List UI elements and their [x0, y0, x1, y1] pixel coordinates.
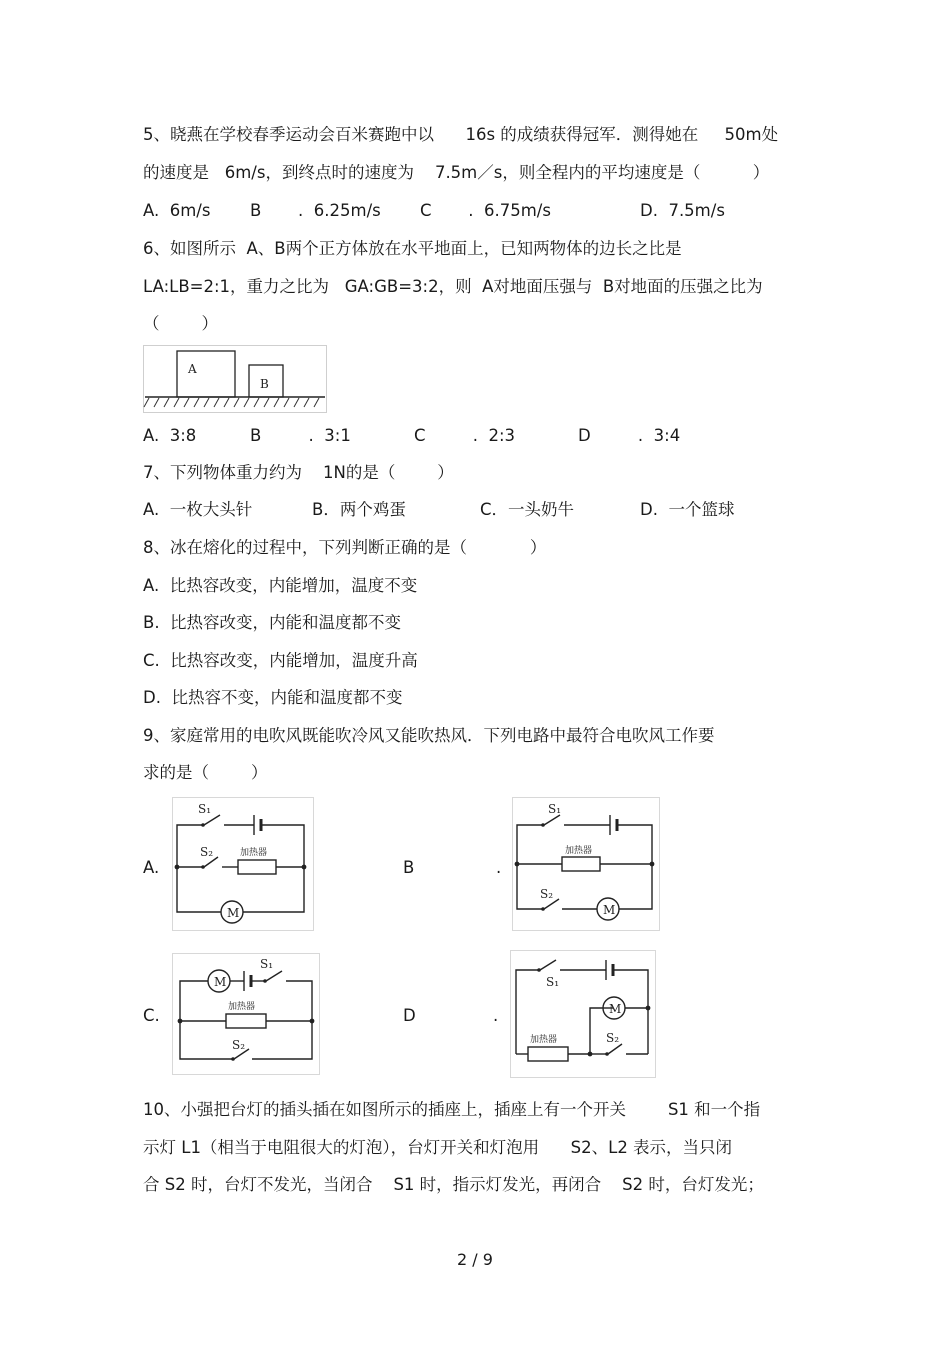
- q9-option-b-dot: .: [496, 858, 502, 877]
- circuit-a-heater-label: 加热器: [240, 848, 268, 858]
- q7-option-b: B．两个鸡蛋: [312, 500, 406, 519]
- circuit-d-s2-label: S₂: [606, 1031, 620, 1045]
- q6-option-b: B . 3:1: [250, 426, 351, 445]
- circuit-c-s1-label: S₁: [260, 957, 274, 971]
- block-a-label: A: [188, 362, 197, 376]
- circuit-b-heater-label: 加热器: [565, 846, 593, 856]
- q9-option-b-label: B: [403, 858, 415, 877]
- q6-option-c: C . 2:3: [414, 426, 516, 445]
- q5-line-2: 的速度是 6m/s，到终点时的速度为 7.5m／s，则全程内的平均速度是（ ）: [143, 163, 770, 182]
- q8-option-d: D. 比热容不变，内能和温度都不变: [143, 688, 403, 707]
- q7-line-1: 7、下列物体重力约为 1N的是（ ）: [143, 463, 454, 482]
- q9-line-1: 9、家庭常用的电吹风既能吹冷风又能吹热风．下列电路中最符合电吹风工作要: [143, 726, 715, 745]
- circuit-b-s2-label: S₂: [540, 887, 554, 901]
- circuit-d-s1-label: S₁: [546, 975, 560, 989]
- circuit-a-s2-label: S₂: [200, 845, 214, 859]
- circuit-b: [512, 797, 660, 931]
- q6-line-1: 6、如图所示 A、B两个正方体放在水平地面上，已知两物体的边长之比是: [143, 239, 682, 258]
- q8-option-b: B. 比热容改变，内能和温度都不变: [143, 613, 402, 632]
- circuit-a-s1-label: S₁: [198, 802, 212, 816]
- q5-option-c: C . 6.75m/s: [420, 201, 551, 220]
- q9-option-d-label: D: [403, 1006, 416, 1025]
- q10-line-1: 10、小强把台灯的插头插在如图所示的插座上，插座上有一个开关 S1 和一个指: [143, 1100, 761, 1119]
- q6-line-3: （ ）: [143, 314, 218, 333]
- q8-option-c: C. 比热容改变，内能增加，温度升高: [143, 651, 418, 670]
- circuit-b-motor-label: M: [603, 903, 616, 917]
- q6-option-a: A. 3:8: [143, 426, 197, 445]
- q9-option-c-label: C.: [143, 1006, 160, 1025]
- q5-option-b: B . 6.25m/s: [250, 201, 381, 220]
- q5-option-d: D. 7.5m/s: [640, 201, 725, 220]
- q7-option-d: D. 一个篮球: [640, 500, 735, 519]
- q10-line-2: 示灯 L1（相当于电阻很大的灯泡），台灯开关和灯泡用 S2、L2 表示，当只闭: [143, 1138, 733, 1157]
- circuit-c-heater-label: 加热器: [228, 1002, 256, 1012]
- q7-option-a: A. 一枚大头针: [143, 500, 253, 519]
- q6-option-d: D . 3:4: [578, 426, 681, 445]
- q8-option-a: A. 比热容改变，内能增加，温度不变: [143, 576, 418, 595]
- circuit-d: [510, 950, 656, 1078]
- q5-line-1: 5、晓燕在学校春季运动会百米赛跑中以 16s 的成绩获得冠军．测得她在 50m处: [143, 125, 779, 144]
- block-b-label: B: [260, 377, 269, 391]
- q9-option-d-dot: .: [493, 1006, 499, 1025]
- circuit-b-s1-label: S₁: [548, 802, 562, 816]
- circuit-c-s2-label: S₂: [232, 1038, 246, 1052]
- q10-line-3: 合 S2 时，台灯不发光，当闭合 S1 时，指示灯发光，再闭合 S2 时，台灯发光；: [143, 1175, 764, 1194]
- q5-option-a: A. 6m/s: [143, 201, 211, 220]
- circuit-a: [172, 797, 314, 931]
- q9-option-a-label: A.: [143, 858, 160, 877]
- circuit-c: [172, 953, 320, 1075]
- circuit-a-motor-label: M: [227, 906, 240, 920]
- q6-line-2: LA:LB=2:1，重力之比为 GA:GB=3:2，则 A对地面压强与 B对地面的压强之比为: [143, 277, 763, 296]
- circuit-d-motor-label: M: [609, 1002, 622, 1016]
- q8-line-1: 8、冰在熔化的过程中，下列判断正确的是（ ）: [143, 538, 547, 557]
- page-number: 2 / 9: [457, 1250, 493, 1269]
- q7-option-c: C．一头奶牛: [480, 500, 575, 519]
- q6-figure-blocks: [143, 345, 327, 413]
- q9-line-2: 求的是（ ）: [143, 763, 268, 782]
- circuit-d-heater-label: 加热器: [530, 1035, 558, 1045]
- circuit-c-motor-label: M: [214, 975, 227, 989]
